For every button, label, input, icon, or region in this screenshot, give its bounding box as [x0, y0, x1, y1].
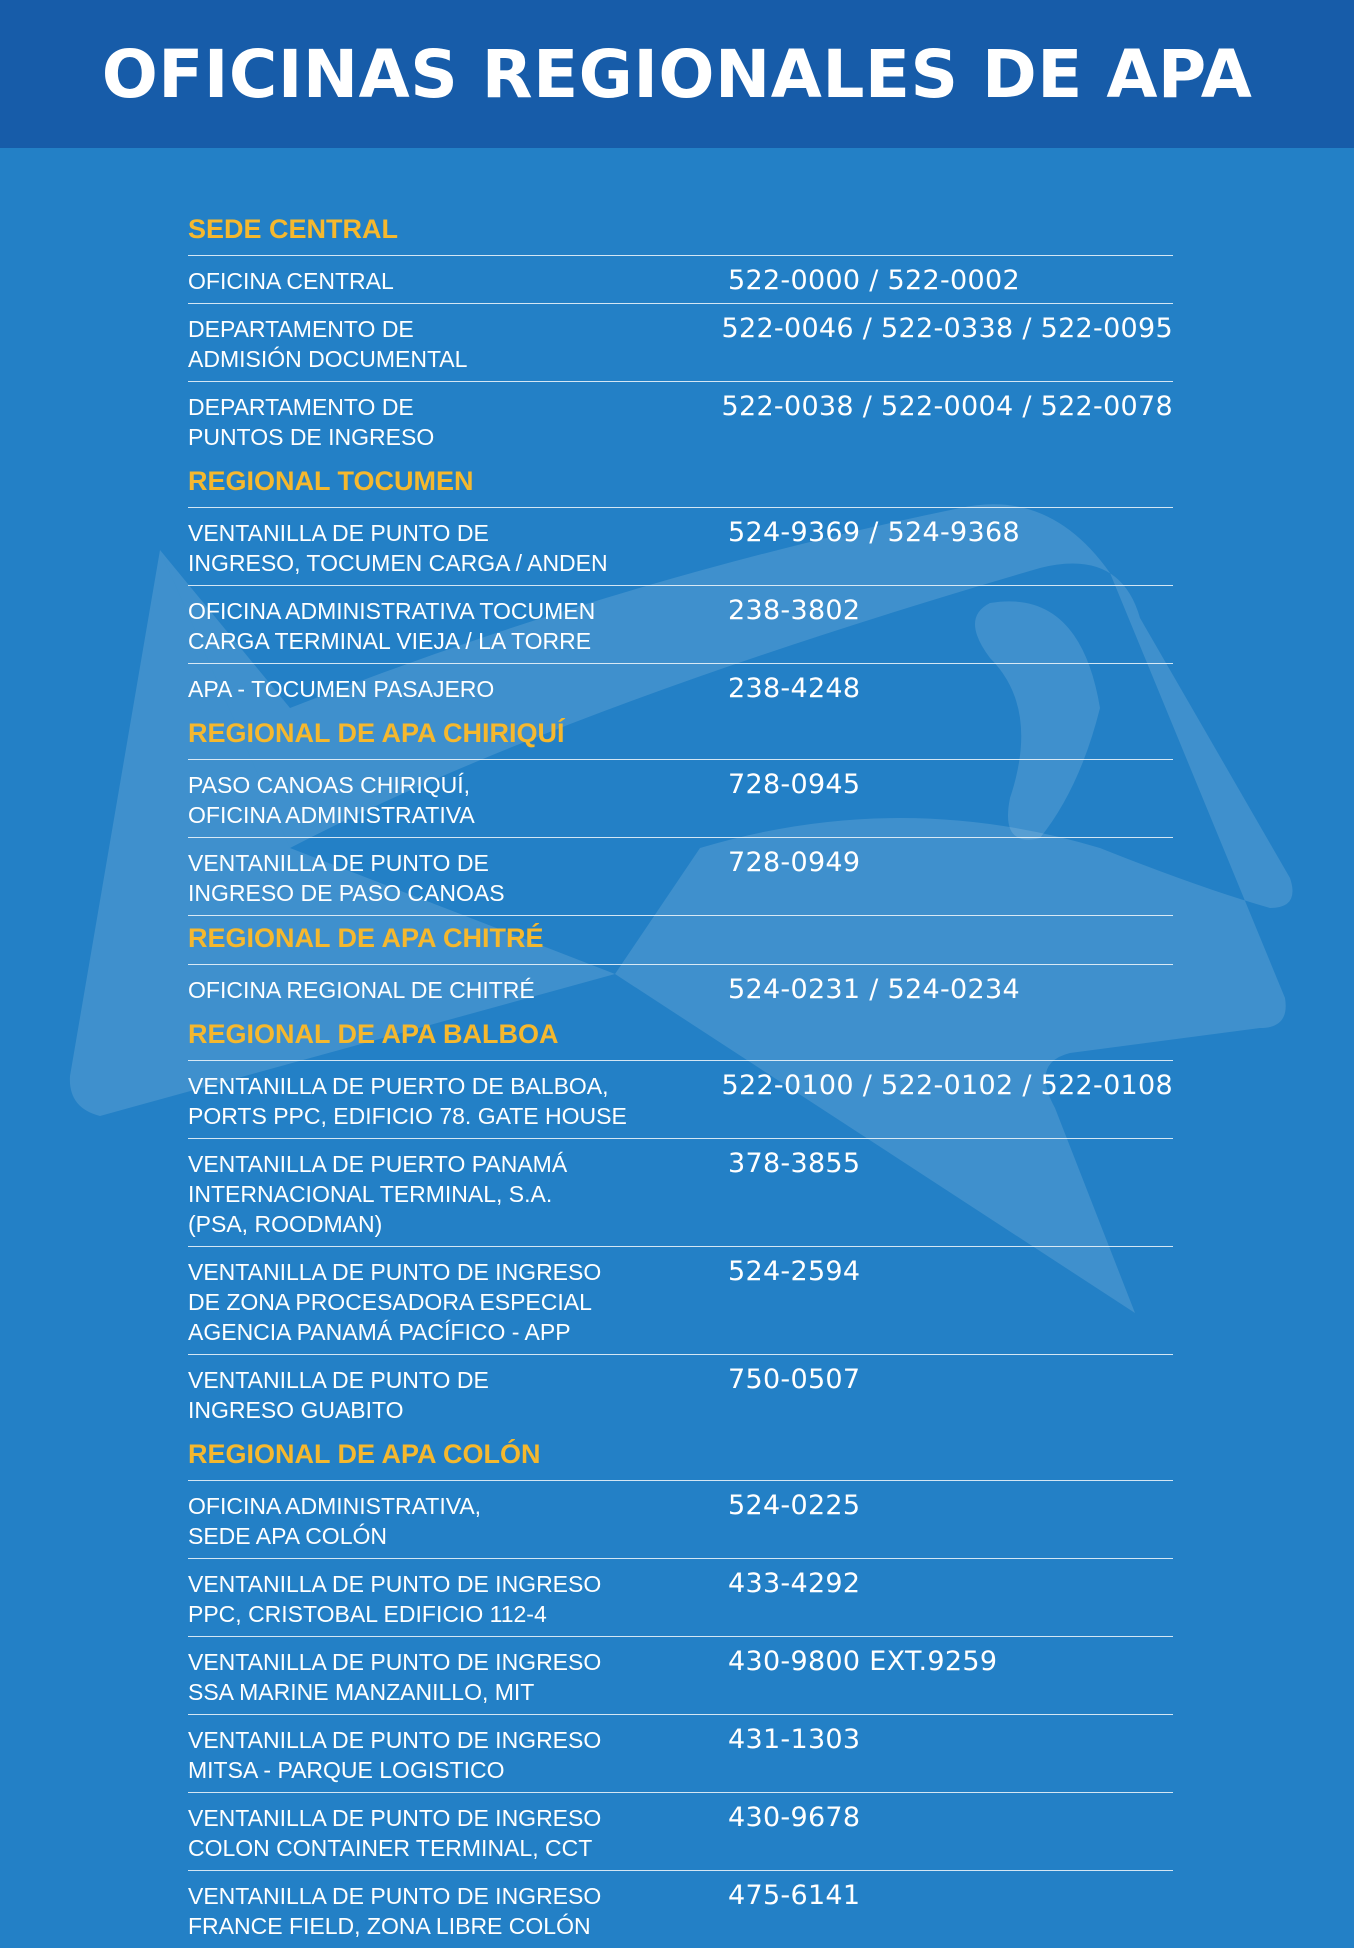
office-phone: 524-9369 / 524-9368 [728, 517, 1020, 548]
office-name: OFICINA REGIONAL DE CHITRÉ [188, 977, 535, 1003]
office-name: APA - TOCUMEN PASAJERO [188, 676, 495, 702]
office-row [188, 1637, 1173, 1715]
section-title-regional-tocumen: REGIONAL TOCUMEN [188, 464, 1173, 508]
office-row [188, 664, 1173, 711]
office-phone: 430-9800 EXT.9259 [728, 1646, 998, 1677]
office-row [188, 1139, 1173, 1247]
office-phone: 522-0038 / 522-0004 / 522-0078 [721, 391, 1173, 422]
office-phone: 378-3855 [728, 1148, 861, 1179]
office-row [188, 1481, 1173, 1559]
office-row [188, 760, 1173, 838]
office-row [188, 1559, 1173, 1637]
office-phone: 431-1303 [728, 1724, 861, 1755]
office-name: VENTANILLA DE PUNTO DE INGRESO MITSA - PARQUE LOGISTICO [188, 1727, 602, 1783]
office-row [188, 1355, 1173, 1432]
office-row [188, 1061, 1173, 1139]
office-row [188, 1247, 1173, 1355]
office-row [188, 586, 1173, 664]
section-title-sede-central: SEDE CENTRAL [188, 212, 1173, 256]
page-title: OFICINAS REGIONALES DE APA [101, 35, 1253, 113]
page-header [0, 0, 1354, 148]
office-row [188, 508, 1173, 586]
office-name: VENTANILLA DE PUNTO DE INGRESO COLON CONTAINER TERMINAL, CCT [188, 1805, 602, 1861]
office-name: VENTANILLA DE PUNTO DE INGRESO FRANCE FIELD, ZONA LIBRE COLÓN [188, 1883, 602, 1939]
office-row [188, 304, 1173, 382]
office-row [188, 965, 1173, 1012]
office-phone: 433-4292 [728, 1568, 861, 1599]
office-name: VENTANILLA DE PUNTO DE INGRESO SSA MARINE MANZANILLO, MIT [188, 1649, 602, 1705]
office-phone: 430-9678 [728, 1802, 861, 1833]
office-name: PASO CANOAS CHIRIQUÍ, OFICINA ADMINISTRATIVA [188, 772, 475, 828]
office-name: VENTANILLA DE PUNTO DE INGRESO DE ZONA PROCESADORA ESPECIAL AGENCIA PANAMÁ PACÍFICO - APP [188, 1259, 602, 1345]
section-title-regional-chitre: REGIONAL DE APA CHITRÉ [188, 921, 1173, 965]
office-phone: 522-0046 / 522-0338 / 522-0095 [721, 313, 1173, 344]
office-name: OFICINA CENTRAL [188, 268, 394, 294]
section-title-regional-chiriqui: REGIONAL DE APA CHIRIQUÍ [188, 716, 1173, 760]
office-phone: 524-0231 / 524-0234 [728, 974, 1020, 1005]
office-row [188, 1715, 1173, 1793]
office-phone: 728-0945 [728, 769, 861, 800]
office-row [188, 1793, 1173, 1871]
office-name: VENTANILLA DE PUNTO DE INGRESO DE PASO CANOAS [188, 850, 505, 906]
offices-list [188, 212, 1173, 1948]
office-name: OFICINA ADMINISTRATIVA TOCUMEN CARGA TERMINAL VIEJA / LA TORRE [188, 598, 596, 654]
section-title-regional-colon: REGIONAL DE APA COLÓN [188, 1437, 1173, 1481]
office-phone: 524-0225 [728, 1490, 861, 1521]
office-row [188, 1871, 1173, 1948]
office-row [188, 256, 1173, 304]
office-phone: 728-0949 [728, 847, 861, 878]
section-title-regional-balboa: REGIONAL DE APA BALBOA [188, 1017, 1173, 1061]
office-name: DEPARTAMENTO DE PUNTOS DE INGRESO [188, 394, 435, 450]
office-row [188, 382, 1173, 459]
office-name: VENTANILLA DE PUNTO DE INGRESO PPC, CRISTOBAL EDIFICIO 112-4 [188, 1571, 602, 1627]
office-name: DEPARTAMENTO DE ADMISIÓN DOCUMENTAL [188, 316, 468, 372]
office-phone: 522-0100 / 522-0102 / 522-0108 [721, 1070, 1173, 1101]
office-name: VENTANILLA DE PUNTO DE INGRESO GUABITO [188, 1367, 489, 1423]
office-phone: 238-3802 [728, 595, 861, 626]
office-phone: 750-0507 [728, 1364, 861, 1395]
office-phone: 522-0000 / 522-0002 [728, 265, 1020, 296]
office-name: OFICINA ADMINISTRATIVA, SEDE APA COLÓN [188, 1493, 482, 1549]
office-phone: 524-2594 [728, 1256, 861, 1287]
office-phone: 238-4248 [728, 673, 861, 704]
office-name: VENTANILLA DE PUNTO DE INGRESO, TOCUMEN CARGA / ANDEN [188, 520, 608, 576]
office-phone: 475-6141 [728, 1880, 861, 1911]
office-row [188, 838, 1173, 916]
office-name: VENTANILLA DE PUERTO DE BALBOA, PORTS PPC, EDIFICIO 78. GATE HOUSE [188, 1073, 627, 1129]
office-name: VENTANILLA DE PUERTO PANAMÁ INTERNACIONAL TERMINAL, S.A. (PSA, ROODMAN) [188, 1151, 568, 1237]
